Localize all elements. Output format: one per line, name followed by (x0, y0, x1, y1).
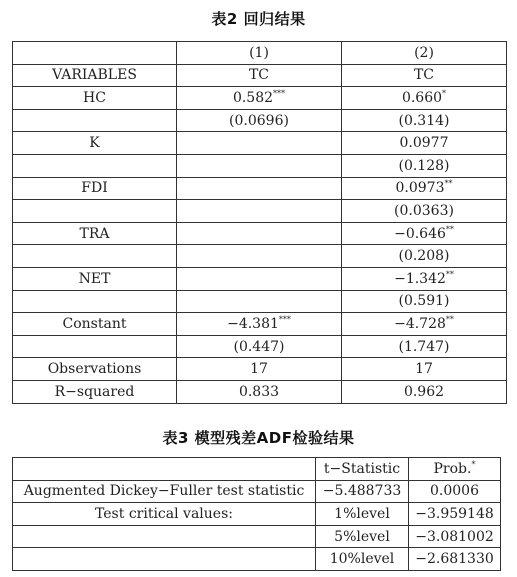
model-1-value (177, 267, 342, 290)
model-1-value: 0.582*** (177, 87, 342, 110)
model-2-value: −0.646** (342, 222, 507, 245)
variable-label: K (13, 132, 177, 155)
variable-label (13, 200, 177, 223)
table-row (13, 154, 507, 177)
variable-label (13, 154, 177, 177)
variable-label: Observations (13, 358, 177, 381)
table-row (13, 267, 507, 290)
table2-title: 表2 回归结果 (211, 10, 306, 28)
prob-value: 0.0006 (409, 480, 501, 503)
significance-marker: * (471, 459, 476, 469)
t-statistic-value: 10%level (316, 548, 409, 571)
variable-label: TRA (13, 222, 177, 245)
variable-label (13, 109, 177, 132)
table-row (13, 177, 507, 200)
table-row (13, 132, 507, 155)
table-header-row (13, 458, 501, 481)
significance-marker: ** (445, 269, 454, 279)
variable-label: NET (13, 267, 177, 290)
column-header-1: (1) (177, 42, 342, 65)
column-header-2: (2) (342, 42, 507, 65)
model-2-value: (0.0363) (342, 200, 507, 223)
t-statistic-value: 1%level (316, 503, 409, 526)
prob-value: −3.959148 (409, 503, 501, 526)
model-1-value (177, 177, 342, 200)
prob-value: −3.081002 (409, 525, 501, 548)
model-2-value: (0.128) (342, 154, 507, 177)
model-2-value: −4.728** (342, 313, 507, 336)
model-2-value: TC (342, 64, 507, 87)
t-statistic-value: −5.488733 (316, 480, 409, 503)
significance-marker: *** (278, 314, 291, 324)
model-1-value: (0.0696) (177, 109, 342, 132)
table-row (13, 548, 501, 571)
model-1-value: (0.447) (177, 335, 342, 358)
variable-label: R−squared (13, 380, 177, 403)
table-row (13, 109, 507, 132)
table-header-row (13, 42, 507, 65)
t-statistic-value: 5%level (316, 525, 409, 548)
model-2-value: (0.591) (342, 290, 507, 313)
column-header-t-statistic: t−Statistic (316, 458, 409, 481)
significance-marker: ** (445, 224, 454, 234)
table-row (13, 525, 501, 548)
model-1-value (177, 245, 342, 268)
table-row (13, 245, 507, 268)
model-1-value: 0.833 (177, 380, 342, 403)
significance-marker: * (442, 88, 447, 98)
model-1-value (177, 290, 342, 313)
table3-title: 表3 模型残差ADF检验结果 (162, 429, 355, 447)
variable-label (13, 245, 177, 268)
header-empty-cell (13, 458, 316, 481)
test-label: Augmented Dickey−Fuller test statistic (13, 480, 316, 503)
model-2-value: 0.962 (342, 380, 507, 403)
model-2-value: −1.342** (342, 267, 507, 290)
model-2-value: (0.314) (342, 109, 507, 132)
model-2-value: 0.660* (342, 87, 507, 110)
variable-label: Constant (13, 313, 177, 336)
adf-test-table (12, 457, 501, 571)
variable-label: VARIABLES (13, 64, 177, 87)
table-row (13, 380, 507, 403)
table-row (13, 313, 507, 336)
prob-value: −2.681330 (409, 548, 501, 571)
model-2-value: (0.208) (342, 245, 507, 268)
table-row (13, 64, 507, 87)
model-1-value (177, 200, 342, 223)
test-label: Test critical values: (13, 503, 316, 526)
model-2-value: 0.0973** (342, 177, 507, 200)
significance-marker: ** (445, 314, 454, 324)
variable-label (13, 290, 177, 313)
column-header-prob: Prob.* (409, 458, 501, 481)
variable-label (13, 335, 177, 358)
test-label (13, 548, 316, 571)
header-empty-cell (13, 42, 177, 65)
table-row (13, 480, 501, 503)
model-2-value: (1.747) (342, 335, 507, 358)
model-2-value: 17 (342, 358, 507, 381)
table-row (13, 290, 507, 313)
significance-marker: ** (444, 179, 453, 189)
table-row (13, 200, 507, 223)
significance-marker: *** (273, 88, 286, 98)
table-row (13, 335, 507, 358)
variable-label: HC (13, 87, 177, 110)
table-row (13, 87, 507, 110)
variable-label: FDI (13, 177, 177, 200)
table-row (13, 503, 501, 526)
model-2-value: 0.0977 (342, 132, 507, 155)
regression-results-table (12, 41, 507, 404)
model-1-value (177, 222, 342, 245)
model-1-value: TC (177, 64, 342, 87)
model-1-value: 17 (177, 358, 342, 381)
test-label (13, 525, 316, 548)
model-1-value (177, 132, 342, 155)
model-1-value: −4.381*** (177, 313, 342, 336)
table-row (13, 222, 507, 245)
table-row (13, 358, 507, 381)
model-1-value (177, 154, 342, 177)
